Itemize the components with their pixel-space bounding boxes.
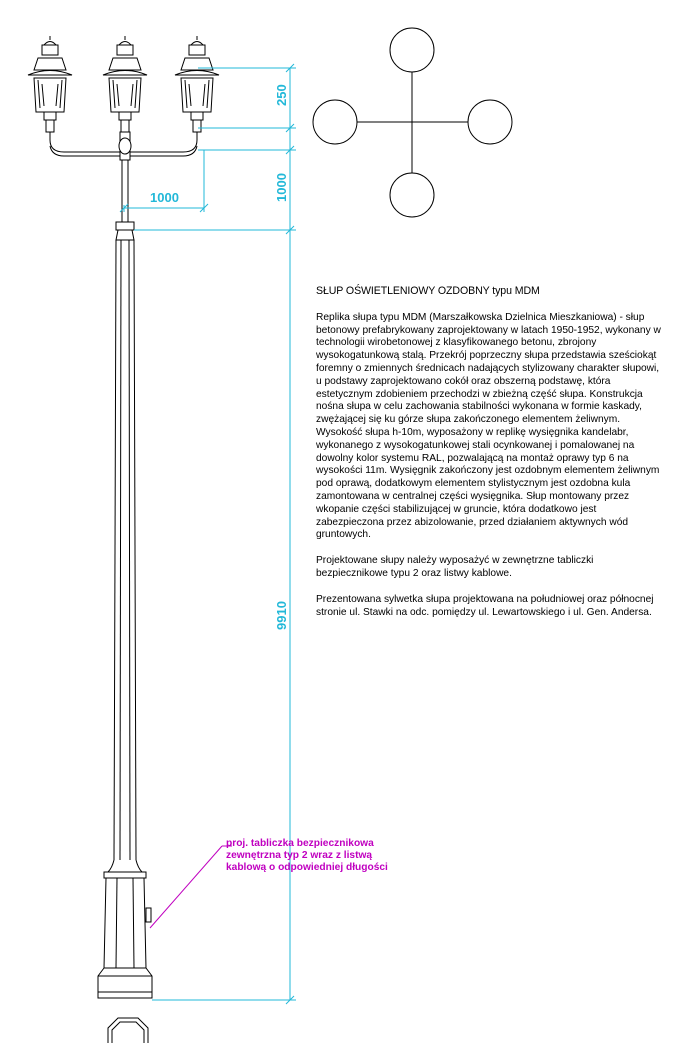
lantern-center: [103, 36, 147, 132]
annotation-leader: [150, 846, 232, 928]
dim-lamp-height: 250: [274, 84, 289, 106]
plan-view-luminaires: [313, 28, 512, 217]
description-title: SŁUP OŚWIETLENIOWY OZDOBNY typu MDM: [316, 285, 540, 297]
base-plan-outline: [108, 1018, 148, 1043]
lantern-left: [28, 36, 72, 140]
description-block: [316, 285, 661, 632]
dim-arm-rise: 1000: [274, 173, 289, 202]
fuse-box-annotation: proj. tabliczka bezpiecznikowa zewnętrzna typ 2 wraz z listwą kablową o odpowiedniej długości: [226, 838, 388, 873]
description-paragraph-3: Prezentowana sylwetka słupa projektowana na południowej oraz północnej stronie ul. Stawki na odc. pomiędzy ul. Lewartowskiego i ul. Gen. Andersa.: [316, 593, 654, 618]
description-paragraph-1: Replika słupa typu MDM (Marszałkowska Dzielnica Mieszkaniowa) - słup betonowy prefabrykowany zaprojektowany w latach 1950-1952, wykonany w technologii wirobetonowej z klasyfikowanego betonu, zbrojony wysokogatunkową stalą. Przekrój poprzeczny słupa przedstawia sześciokąt foremny o zmiennych średnicach nadających stylizowany charakter słupowi, u podstawy zaprojektowano cokół oraz obszerną podstawę, która estetycznym zdobieniem przechodzi w zbieżną część słupa. Konstrukcja nośna słupa w celu zachowania stabilności wykonana w formie kaskady, zwężającej się ku górze słupa zakończonego elementem żeliwnym. Wysokość słupa h-10m, wyposażony w replikę wysięgnika kandelabr, wykonanego z wysokogatunkowej stali ocynkowanej i pomalowanej na dowolny kolor systemu RAL, pozwalającą na montaż oprawy typ 6 na wysokości 11m. Wysięgnik zakończony jest ozdobnym elementem żeliwnym pod oprawą, dodatkowym elementem stylistycznym jest ozdobna kula zamontowana w centralnej części wysięgnika. Słup montowany przez wkopanie części stabilizującej w gruncie, która dodatkowo jest zabezpieczona przez abizolowanie, przed działaniem aktywnych wód gruntowych.: [316, 311, 661, 541]
dim-pole-height: 9910: [274, 601, 289, 630]
dim-arm-reach: 1000: [150, 190, 179, 205]
pole-shaft: [108, 222, 142, 872]
description-paragraph-2: Projektowane słupy należy wyposażyć w zewnętrzne tabliczki bezpiecznikowe typu 2 oraz listwy kablowe.: [316, 555, 594, 579]
lantern-right: [175, 36, 219, 140]
pole-base: [98, 872, 152, 998]
